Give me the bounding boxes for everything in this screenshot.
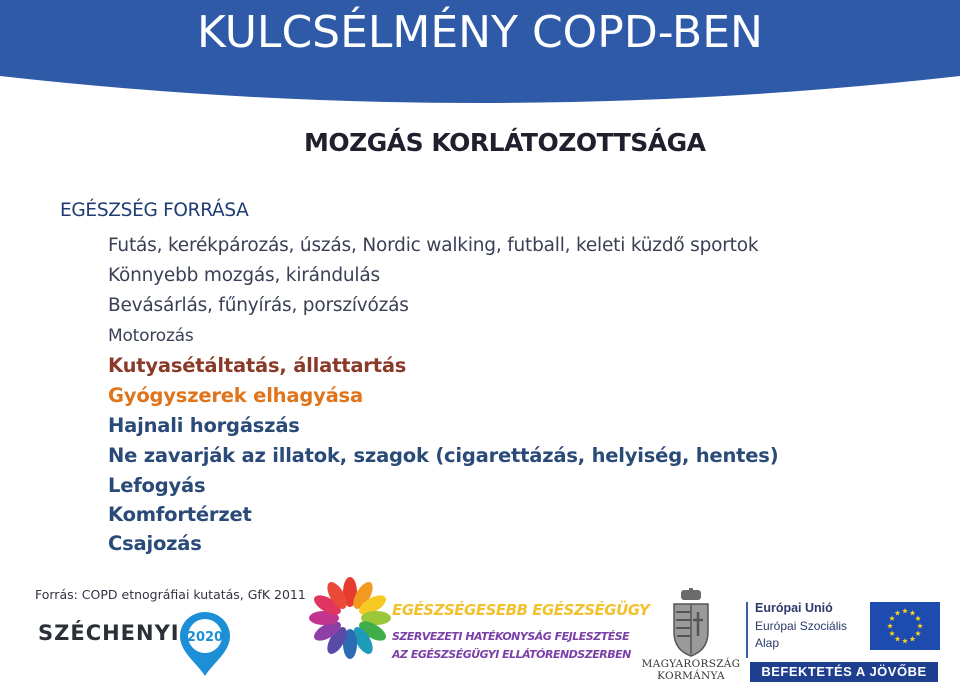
list-item: Könnyebb mozgás, kirándulás: [108, 265, 380, 286]
list-item: Lefogyás: [108, 474, 206, 497]
list-item: Bevásárlás, fűnyírás, porszívózás: [108, 295, 409, 316]
eu-divider: [746, 602, 748, 658]
kormany-logo: [636, 588, 746, 684]
eu-logo: [746, 596, 946, 686]
slide-title: KULCSÉLMÉNY COPD-BEN: [197, 7, 763, 58]
egeszseg-line3: AZ EGÉSZSÉGÜGYI ELLÁTÓRENDSZERBEN: [392, 648, 631, 661]
list-item: Hajnali horgászás: [108, 414, 300, 437]
egeszseg-logo-text: [392, 600, 650, 663]
szechenyi-logo-text: SZÉCHENYI: [38, 621, 180, 645]
section-subtitle: MOZGÁS KORLÁTOZOTTSÁGA: [304, 128, 706, 157]
egeszseg-line1: EGÉSZSÉGESEBB EGÉSZSÉGÜGY: [392, 601, 650, 619]
coat-of-arms-icon: [636, 588, 746, 658]
egeszseg-line2: SZERVEZETI HATÉKONYSÁG FEJLESZTÉSE: [392, 630, 630, 643]
list-item: Ne zavarják az illatok, szagok (cigarettázás, helyiség, hentes): [108, 444, 779, 467]
list-item: Kutyasétáltatás, állattartás: [108, 354, 407, 377]
eu-line1: Európai Unió: [755, 601, 833, 615]
item-list: [108, 231, 778, 558]
eu-line2: Európai Szociális: [755, 619, 848, 633]
flower-logo-icon: [308, 576, 392, 680]
list-item: Motorozás: [108, 326, 194, 346]
source-note: Forrás: COPD etnográfiai kutatás, GfK 2011: [35, 587, 306, 602]
map-pin-icon: [176, 612, 234, 678]
list-item: Csajozás: [108, 532, 202, 555]
list-item: Futás, kerékpározás, úszás, Nordic walking, futball, keleti küzdő sportok: [108, 235, 759, 256]
eu-flag-icon: [870, 602, 940, 650]
section-label: EGÉSZSÉG FORRÁSA: [60, 200, 249, 221]
kormany-logo-text: [636, 658, 746, 682]
szechenyi-logo: [38, 612, 238, 678]
eu-line3: Alap: [755, 636, 780, 650]
szechenyi-year: 2020: [186, 630, 224, 645]
list-item: Komfortérzet: [108, 503, 252, 526]
kormany-line2: KORMÁNYA: [657, 670, 725, 682]
kormany-line1: MAGYARORSZÁG: [641, 658, 741, 670]
list-item: Gyógyszerek elhagyása: [108, 384, 363, 407]
eu-banner: BEFEKTETÉS A JÖVŐBE: [750, 662, 938, 682]
